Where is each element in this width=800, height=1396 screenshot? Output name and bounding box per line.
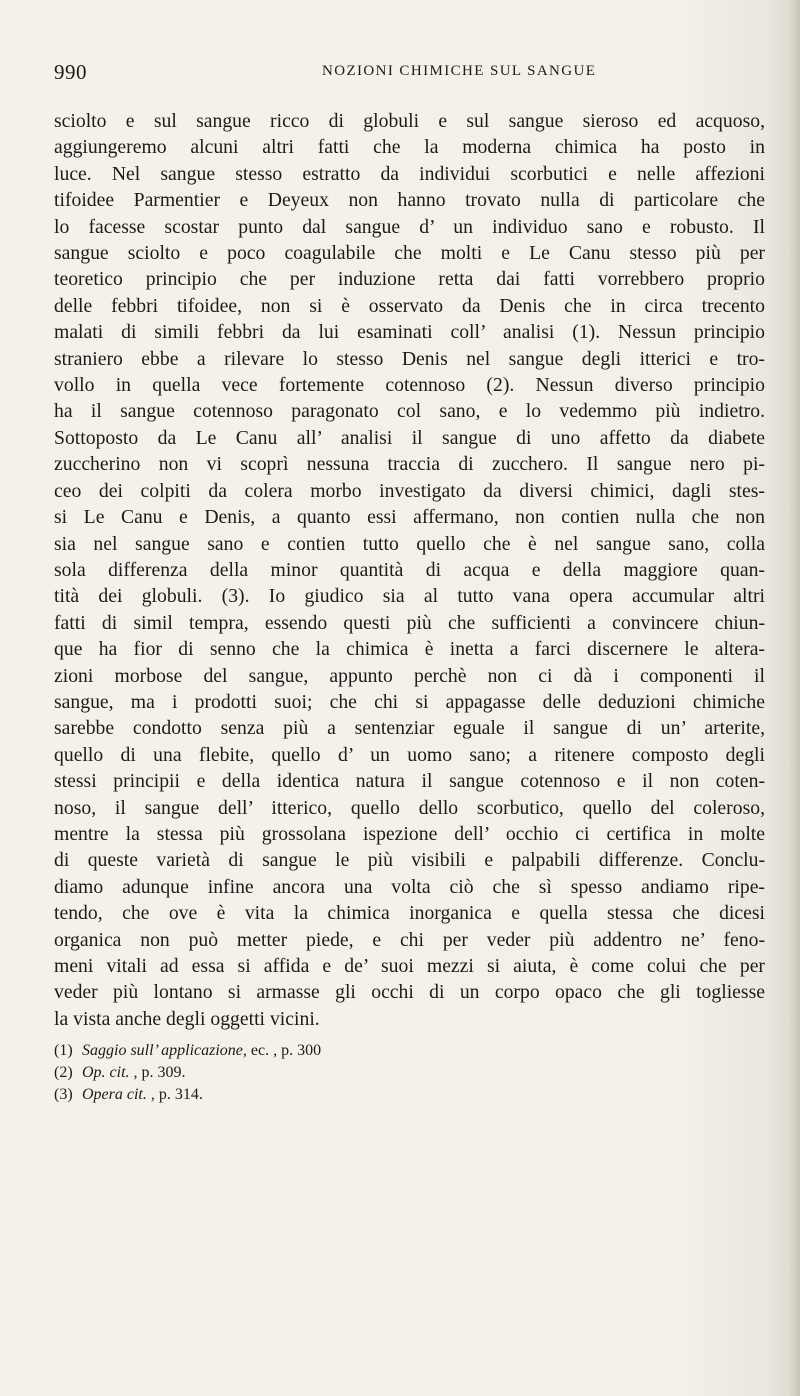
text-line: tendo, che ove è vita la chimica inorganica e quella stessa che dicesi — [54, 902, 765, 925]
text-line: di queste varietà di sangue le più visibili e palpabili differenze. Conclu- — [54, 849, 765, 872]
text-line: veder più lontano si armasse gli occhi di un corpo opaco che gli togliesse — [54, 981, 765, 1004]
text-line: delle febbri tifoidee, non si è osservato da Denis che in circa trecento — [54, 294, 765, 317]
text-line: sola differenza della minor quantità di acqua e della maggiore quan- — [54, 558, 765, 581]
text-line: mentre la stessa più grossolana ispezione dell’ occhio ci certifica in molte — [54, 822, 765, 845]
text-line: quello di una flebite, quello d’ un uomo sano; a ritenere composto degli — [54, 743, 765, 766]
body-text — [54, 108, 765, 1032]
page-edge-shadow — [786, 0, 800, 1396]
text-line: teoretico principio che per induzione retta dai fatti vorrebbero proprio — [54, 268, 765, 291]
text-line: meni vitali ad essa si affida e de’ suoi mezzi si aiuta, è come colui che per — [54, 955, 765, 977]
footnote-number: (2) — [54, 1064, 73, 1081]
footnote — [54, 1084, 554, 1106]
footnote-ref: , p. 309. — [129, 1064, 186, 1081]
text-line: zuccherino non vi scoprì nessuna traccia di zucchero. Il sangue nero pi- — [54, 453, 765, 476]
text-line: organica non può metter piede, e chi per veder più addentro ne’ feno- — [54, 928, 765, 951]
footnote-ref: ec. , p. 300 — [246, 1042, 322, 1059]
footnote-number: (1) — [54, 1042, 73, 1059]
footnote-title: Op. cit. — [82, 1064, 130, 1081]
text-line: Sottoposto da Le Canu all’ analisi il sangue di uno affetto da diabete — [54, 426, 765, 449]
text-line: lo facesse scostar punto dal sangue d’ un individuo sano e robusto. Il — [54, 215, 765, 238]
text-line: si Le Canu e Denis, a quanto essi affermano, non contien nulla che non — [54, 506, 765, 529]
text-line: tifoidee Parmentier e Deyeux non hanno trovato nulla di particolare che — [54, 189, 765, 212]
text-line: aggiungeremo alcuni altri fatti che la moderna chimica ha posto in — [54, 136, 765, 159]
footnote-title: Saggio sull’ applicazione, — [82, 1042, 247, 1059]
footnote-number: (3) — [54, 1086, 73, 1103]
text-line: sciolto e sul sangue ricco di globuli e sul sangue sieroso ed acquoso, — [54, 110, 765, 132]
page-number: 990 — [54, 60, 87, 84]
text-line: fatti di simil tempra, essendo questi più che sufficienti a convincere chiun- — [54, 611, 765, 634]
footnote — [54, 1062, 554, 1084]
text-line: diamo adunque infine ancora una volta ciò che sì spesso andiamo ripe- — [54, 875, 765, 898]
running-head: NOZIONI CHIMICHE SUL SANGUE — [322, 63, 597, 79]
text-line: stessi principii e della identica natura il sangue cotennoso e il non coten- — [54, 770, 765, 793]
text-line: sia nel sangue sano e contien tutto quello che è nel sangue sano, colla — [54, 532, 765, 555]
text-line: straniero ebbe a rilevare lo stesso Denis nel sangue degli itterici e tro- — [54, 347, 765, 370]
text-line: zioni morbose del sangue, appunto perchè non ci dà i componenti il — [54, 664, 765, 687]
text-line-last: la vista anche degli oggetti vicini. — [54, 1007, 320, 1030]
text-line: ha il sangue cotennoso paragonato col sano, e lo vedemmo più indietro. — [54, 400, 765, 423]
text-line: luce. Nel sangue stesso estratto da individui scorbutici e nelle affezioni — [54, 162, 765, 185]
footnote-ref: , p. 314. — [146, 1086, 203, 1103]
footnote-title: Opera cit. — [82, 1086, 147, 1103]
page-header — [54, 60, 754, 90]
text-line: sangue, ma i prodotti suoi; che chi si appagasse delle deduzioni chimiche — [54, 690, 765, 713]
text-line: que ha fior di senno che la chimica è inetta a farci discernere le altera- — [54, 638, 765, 661]
text-line: sarebbe condotto senza più a sentenziar eguale il sangue di un’ arterite, — [54, 717, 765, 740]
text-line: noso, il sangue dell’ itterico, quello dello scorbutico, quello del coleroso, — [54, 796, 765, 819]
text-line: malati di simili febbri da lui esaminati coll’ analisi (1). Nessun principio — [54, 321, 765, 344]
text-line: sangue sciolto e poco coagulabile che molti e Le Canu stesso più per — [54, 242, 765, 265]
footnotes — [54, 1040, 554, 1106]
text-line: vollo in quella vece fortemente cotennoso (2). Nessun diverso principio — [54, 374, 765, 397]
footnote — [54, 1040, 554, 1062]
text-line: ceo dei colpiti da colera morbo investigato da diversi chimici, dagli stes- — [54, 479, 765, 502]
text-line: tità dei globuli. (3). Io giudico sia al tutto vana opera accumular altri — [54, 585, 765, 608]
